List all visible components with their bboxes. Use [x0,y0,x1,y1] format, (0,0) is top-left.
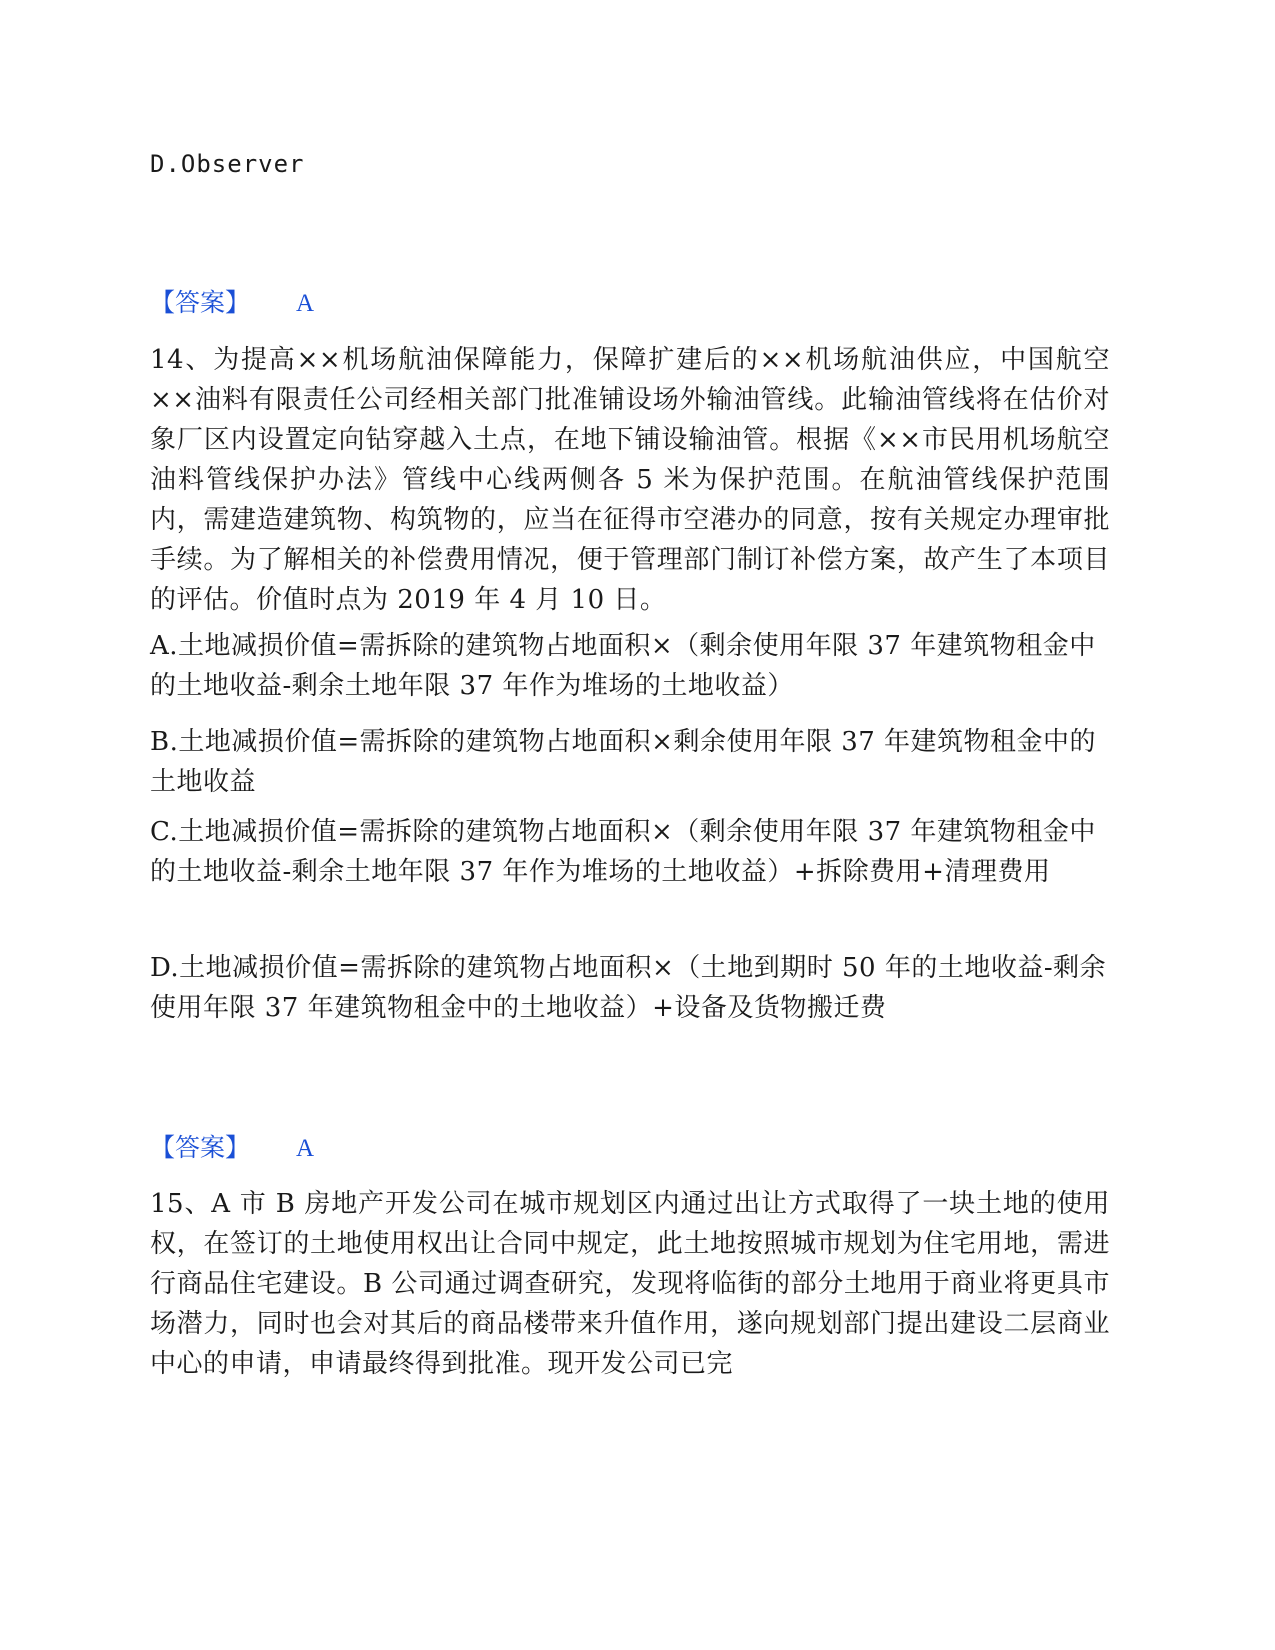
question-15-text: 15、A 市 B 房地产开发公司在城市规划区内通过出让方式取得了一块土地的使用权，在签订的土地使用权出让合同中规定，此土地按照城市规划为住宅用地，需进行商品住宅建设。B 公司通过调查研究，发现将临街的部分土地用于商业将更具市场潜力，同时也会对其后的商品楼带来升值作用，遂向规划部门提出建设二层商业中心的申请，申请最终得到批准。现开发公司已完 [150,1189,1110,1379]
question-14-option-d: D.土地减损价值=需拆除的建筑物占地面积×（土地到期时 50 年的土地收益-剩余使用年限 37 年建筑物租金中的土地收益）+设备及货物搬迁费 [150,953,1107,1023]
answer-tag: 【答案】 [150,288,251,317]
question-14-option-b: B.土地减损价值=需拆除的建筑物占地面积×剩余使用年限 37 年建筑物租金中的土地收益 [150,727,1097,797]
answer-line-1 [150,288,1110,319]
answer-line-2 [150,1133,1110,1164]
answer-value: A [296,1135,315,1162]
question-14-option-c: C.土地减损价值=需拆除的建筑物占地面积×（剩余使用年限 37 年建筑物租金中的土地收益-剩余土地年限 37 年作为堆场的土地收益）+拆除费用+清理费用 [150,817,1096,887]
answer-value: A [296,290,315,317]
question-14-text: 14、为提高××机场航油保障能力，保障扩建后的××机场航油供应，中国航空××油料有限责任公司经相关部门批准铺设场外输油管线。此输油管线将在估价对象厂区内设置定向钻穿越入土点，在地下铺设输油管。根据《××市民用机场航空油料管线保护办法》管线中心线两侧各 5 米为保护范围。在航油管线保护范围内，需建造建筑物、构筑物的，应当在征得市空港办的同意，按有关规定办理审批手续。为了解相关的补偿费用情况，便于管理部门制订补偿方案，故产生了本项目的评估。价值时点为 2019 年 4 月 10 日。 [150,345,1110,615]
question-14-option-a: A.土地减损价值=需拆除的建筑物占地面积×（剩余使用年限 37 年建筑物租金中的土地收益-剩余土地年限 37 年作为堆场的土地收益） [150,631,1096,701]
answer-tag: 【答案】 [150,1133,251,1162]
previous-option-d: D.Observer [150,150,305,178]
